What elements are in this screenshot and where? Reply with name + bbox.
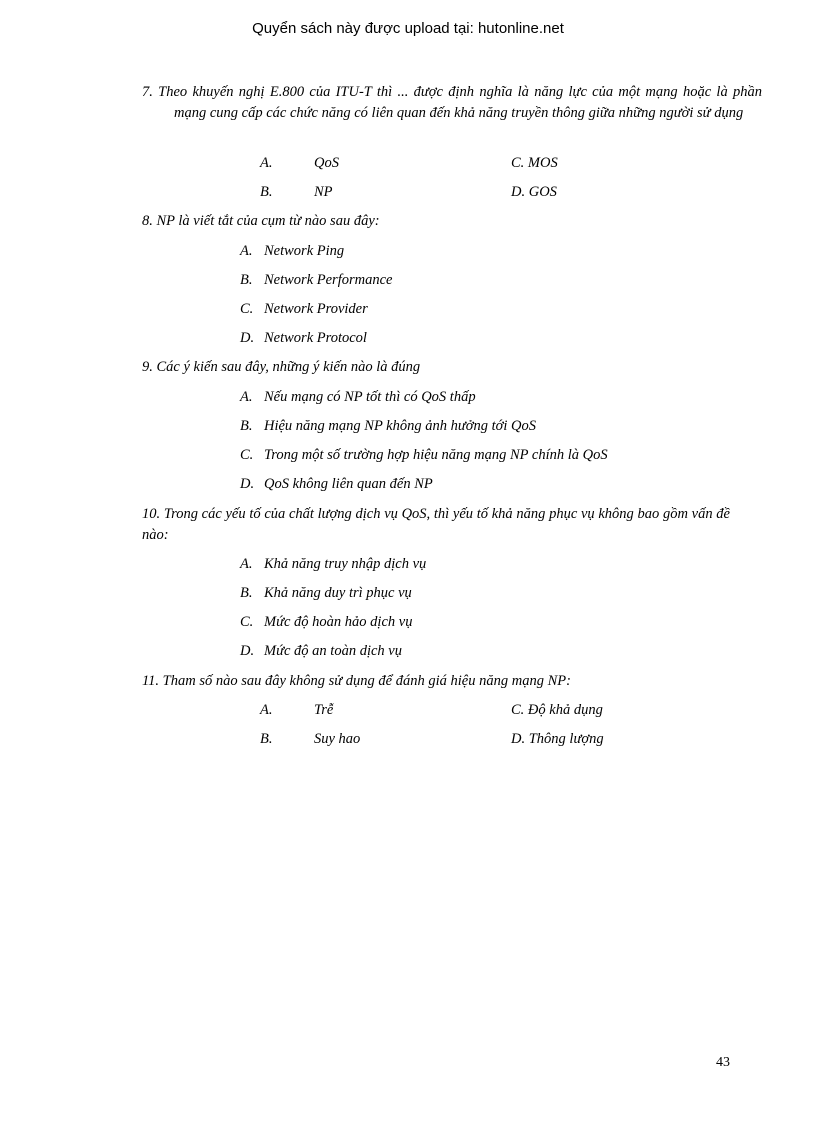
page-header: Quyển sách này được upload tại: hutonline.net	[252, 20, 564, 37]
question-9: 9. Các ý kiến sau đây, những ý kiến nào là đúng	[142, 359, 421, 375]
option-b	[260, 729, 360, 749]
option-a	[240, 241, 344, 261]
option-d	[511, 729, 604, 749]
option-text: Suy hao	[314, 731, 361, 747]
option-text: NP	[314, 184, 333, 200]
option-text: Network Protocol	[264, 330, 367, 346]
option-d	[240, 474, 433, 494]
option-letter: D.	[240, 476, 255, 492]
option-text: QoS không liên quan đến NP	[264, 476, 433, 492]
option-c	[240, 299, 368, 319]
option-d	[511, 182, 557, 202]
option-text: Khả năng truy nhập dịch vụ	[264, 556, 427, 572]
option-letter: B.	[260, 184, 273, 200]
option-c	[240, 612, 412, 632]
option-text: Khả năng duy trì phục vụ	[264, 585, 412, 601]
option-letter: B.	[260, 731, 273, 747]
option-b	[240, 416, 536, 436]
option-letter: D.	[240, 330, 255, 346]
option-letter: C.	[240, 614, 254, 630]
question-7: 7. Theo khuyến nghị E.800 của ITU-T thì ... được định nghĩa là năng lực của một mạng hoặc là phần mạng cung cấp các chức năng có liên quan đến khả năng truyền thông giữa những người sử dụng	[142, 84, 762, 121]
option-letter: A.	[260, 155, 273, 171]
option-letter: C.	[511, 702, 525, 718]
option-letter: A.	[240, 556, 253, 572]
option-text: Mức độ hoàn hảo dịch vụ	[264, 614, 413, 630]
option-c	[240, 445, 608, 465]
option-b	[240, 270, 392, 290]
option-letter: D.	[511, 731, 526, 747]
page-number: 43	[716, 1055, 730, 1070]
option-b	[260, 182, 333, 202]
option-letter: C.	[240, 301, 254, 317]
option-c	[511, 700, 603, 720]
option-a	[260, 700, 333, 720]
option-text: Network Provider	[264, 301, 368, 317]
option-text: Nếu mạng có NP tốt thì có QoS thấp	[264, 389, 476, 405]
question-11: 11. Tham số nào sau đây không sử dụng để đánh giá hiệu năng mạng NP:	[142, 673, 571, 689]
option-letter: C.	[511, 155, 525, 171]
option-text: QoS	[314, 155, 339, 171]
question-8: 8. NP là viết tắt của cụm từ nào sau đây:	[142, 213, 380, 229]
option-letter: B.	[240, 272, 253, 288]
option-text: Network Ping	[264, 243, 345, 259]
option-text: GOS	[528, 184, 557, 200]
question-10: 10. Trong các yếu tố của chất lượng dịch vụ QoS, thì yếu tố khả năng phục vụ không bao gồm vấn đề nào:	[142, 506, 730, 543]
option-letter: A.	[260, 702, 273, 718]
option-letter: C.	[240, 447, 254, 463]
option-text: Trong một số trường hợp hiệu năng mạng NP chính là QoS	[264, 447, 608, 463]
option-letter: D.	[511, 184, 526, 200]
option-c	[511, 153, 558, 173]
option-b	[240, 583, 412, 603]
option-text: Thông lượng	[528, 731, 604, 747]
option-text: MOS	[527, 155, 558, 171]
option-a	[260, 153, 339, 173]
option-text: Độ khả dụng	[527, 702, 603, 718]
option-letter: D.	[240, 643, 255, 659]
option-d	[240, 328, 367, 348]
option-letter: B.	[240, 418, 253, 434]
option-letter: A.	[240, 243, 253, 259]
option-text: Trễ	[314, 702, 334, 718]
option-d	[240, 641, 402, 661]
option-text: Hiệu năng mạng NP không ảnh hưởng tới QoS	[264, 418, 537, 434]
option-text: Mức độ an toàn dịch vụ	[264, 643, 402, 659]
option-a	[240, 387, 476, 407]
option-letter: A.	[240, 389, 253, 405]
option-letter: B.	[240, 585, 253, 601]
option-a	[240, 554, 426, 574]
option-text: Network Performance	[264, 272, 393, 288]
